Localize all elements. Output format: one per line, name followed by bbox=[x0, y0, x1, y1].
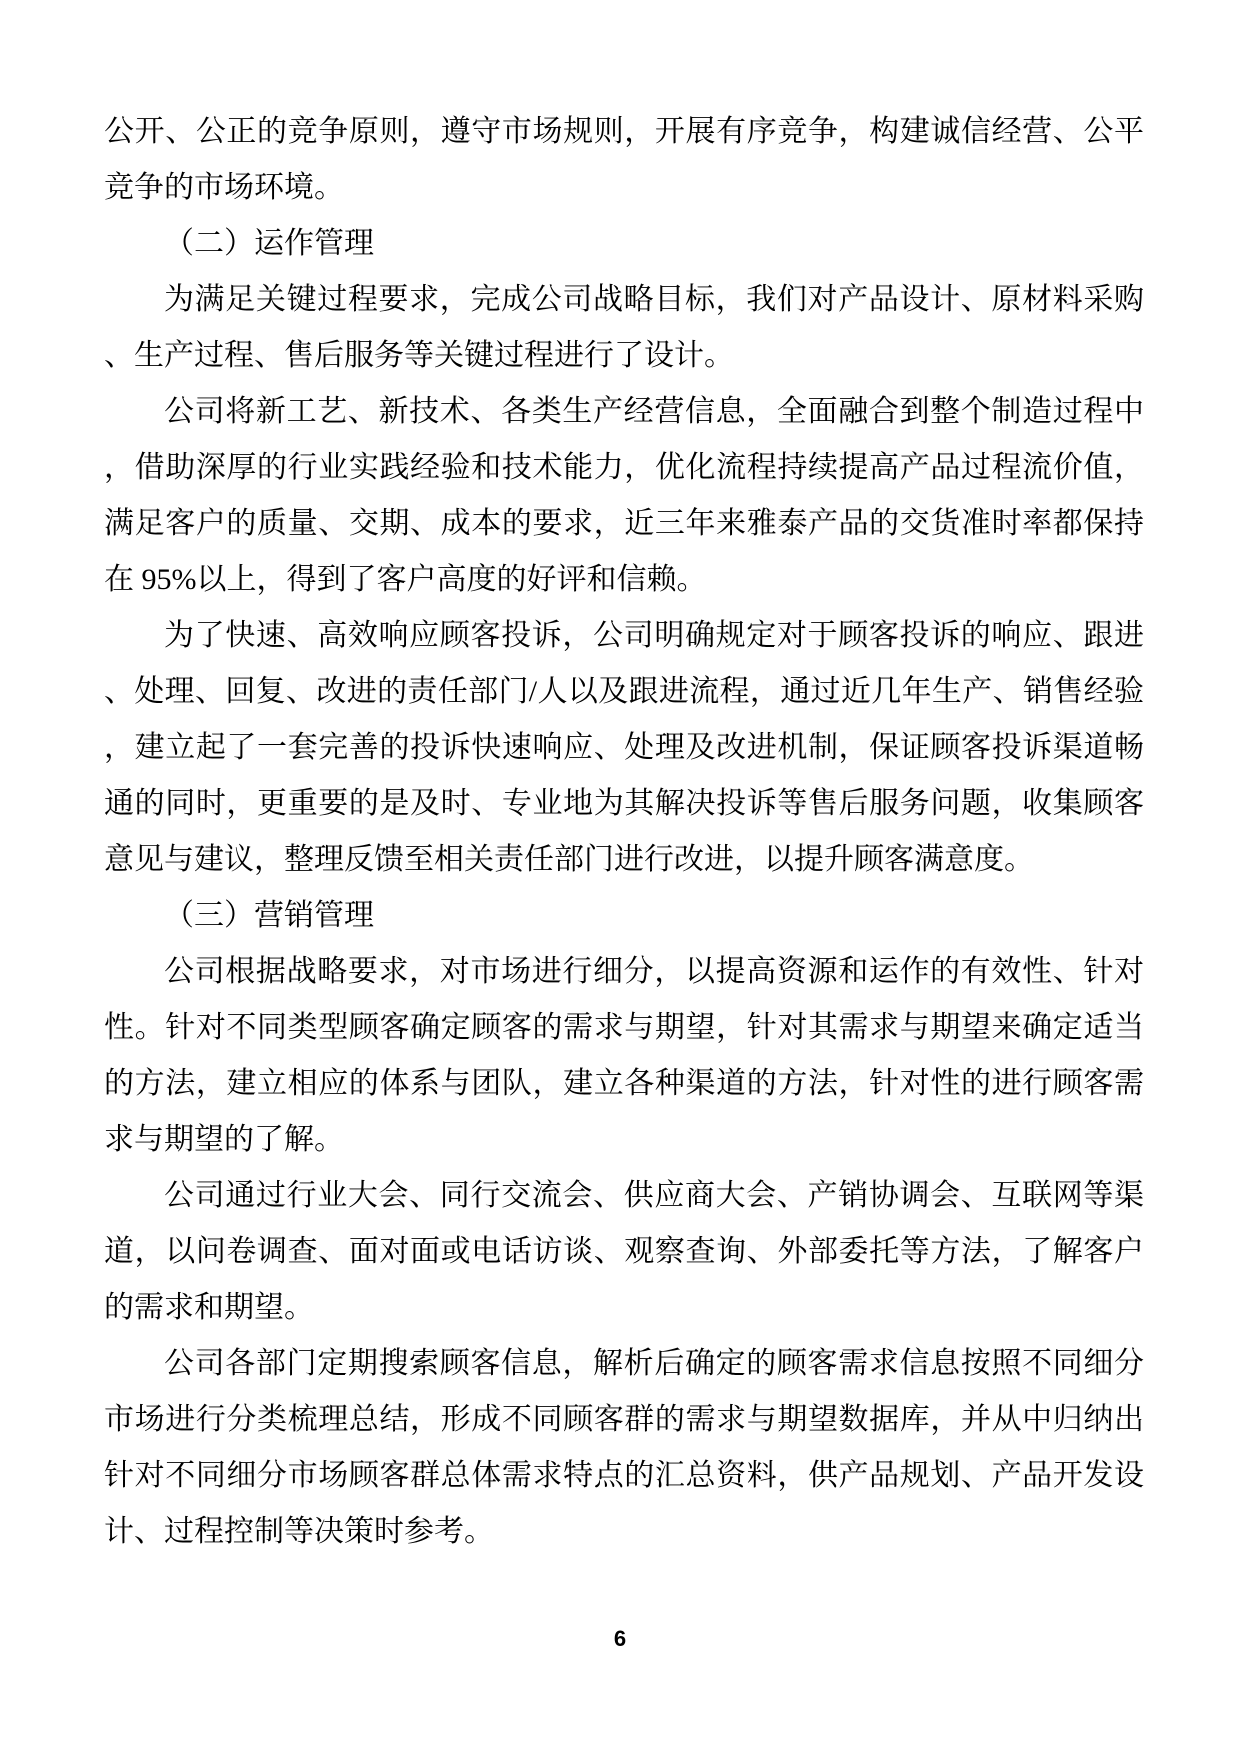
page-footer bbox=[0, 1624, 1240, 1654]
text-line: （三）营销管理 bbox=[164, 899, 374, 932]
text-line: 性。针对不同类型顾客确定顾客的需求与期望，针对其需求与期望来确定适当 bbox=[104, 1011, 1144, 1044]
paragraph bbox=[104, 1168, 1144, 1336]
section-heading bbox=[104, 216, 1144, 272]
text-line: 公司各部门定期搜索顾客信息，解析后确定的顾客需求信息按照不同细分 bbox=[164, 1347, 1144, 1380]
text-line: 公司根据战略要求，对市场进行细分，以提高资源和运作的有效性、针对 bbox=[164, 955, 1144, 988]
text-line: 满足客户的质量、交期、成本的要求，近三年来雅泰产品的交货准时率都保持 bbox=[104, 507, 1144, 540]
text-line: 的需求和期望。 bbox=[104, 1291, 314, 1324]
text-line: 为满足关键过程要求，完成公司战略目标，我们对产品设计、原材料采购 bbox=[164, 283, 1144, 316]
text-line: 、处理、回复、改进的责任部门/人以及跟进流程，通过近几年生产、销售经验 bbox=[104, 675, 1144, 708]
text-line: 通的同时，更重要的是及时、专业地为其解决投诉等售后服务问题，收集顾客 bbox=[104, 787, 1144, 820]
text-line: ，建立起了一套完善的投诉快速响应、处理及改进机制，保证顾客投诉渠道畅 bbox=[104, 731, 1144, 764]
text-line: 求与期望的了解。 bbox=[104, 1123, 344, 1156]
text-line: 在 95%以上，得到了客户高度的好评和信赖。 bbox=[104, 563, 707, 596]
text-line: 公司通过行业大会、同行交流会、供应商大会、产销协调会、互联网等渠 bbox=[164, 1179, 1144, 1212]
section-heading bbox=[104, 888, 1144, 944]
text-line: 公开、公正的竞争原则，遵守市场规则，开展有序竞争，构建诚信经营、公平 bbox=[104, 115, 1144, 148]
text-line: 、生产过程、售后服务等关键过程进行了设计。 bbox=[104, 339, 734, 372]
page-body bbox=[104, 104, 1144, 1560]
text-line: 意见与建议，整理反馈至相关责任部门进行改进，以提升顾客满意度。 bbox=[104, 843, 1034, 876]
text-line: （二）运作管理 bbox=[164, 227, 374, 260]
text-line: 计、过程控制等决策时参考。 bbox=[104, 1515, 494, 1548]
text-line: 竞争的市场环境。 bbox=[104, 171, 344, 204]
text-line: 针对不同细分市场顾客群总体需求特点的汇总资料，供产品规划、产品开发设 bbox=[104, 1459, 1144, 1492]
paragraph bbox=[104, 384, 1144, 608]
paragraph bbox=[104, 944, 1144, 1168]
paragraph bbox=[104, 272, 1144, 384]
paragraph bbox=[104, 104, 1144, 216]
text-line: 的方法，建立相应的体系与团队，建立各种渠道的方法，针对性的进行顾客需 bbox=[104, 1067, 1144, 1100]
text-line: ，借助深厚的行业实践经验和技术能力，优化流程持续提高产品过程流价值， bbox=[104, 451, 1144, 484]
text-line: 公司将新工艺、新技术、各类生产经营信息，全面融合到整个制造过程中 bbox=[164, 395, 1144, 428]
text-line: 道，以问卷调查、面对面或电话访谈、观察查询、外部委托等方法，了解客户 bbox=[104, 1235, 1144, 1268]
paragraph bbox=[104, 1336, 1144, 1560]
paragraph bbox=[104, 608, 1144, 888]
text-line: 为了快速、高效响应顾客投诉，公司明确规定对于顾客投诉的响应、跟进 bbox=[164, 619, 1144, 652]
text-line: 市场进行分类梳理总结，形成不同顾客群的需求与期望数据库，并从中归纳出 bbox=[104, 1403, 1144, 1436]
page-number: 6 bbox=[613, 1626, 627, 1651]
